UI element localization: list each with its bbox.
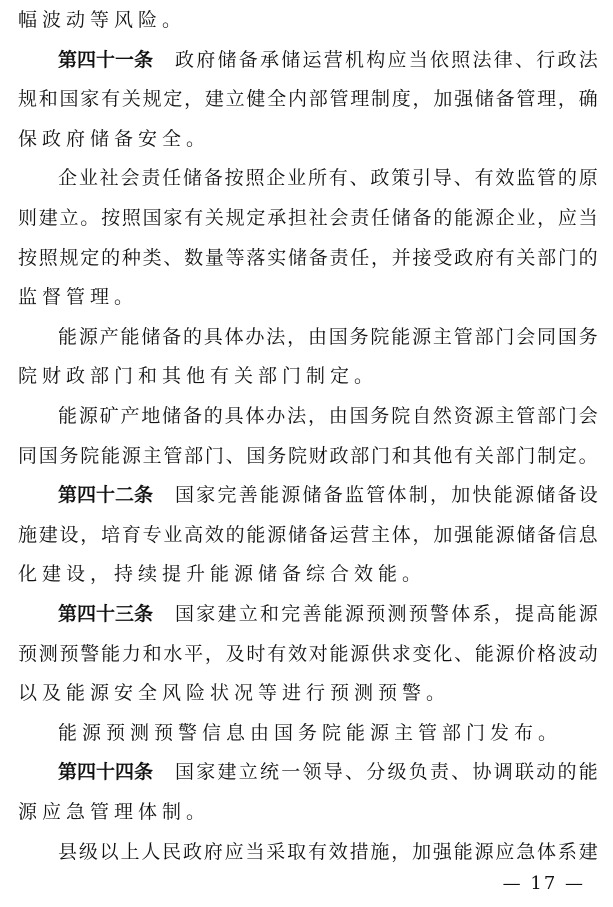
article-number: 第四十二条 [58,484,154,506]
text-line [18,84,598,114]
text-line [18,520,598,550]
line-text: 国 家 建 立 和 完 善 能 源 预 测 预 警 体 系 ， 提 高 能 源 [175,603,598,625]
text-line [18,678,598,708]
line-text: 则 建 立 。 按 照 国 家 有 关 规 定 承 担 社 会 责 任 储 备 的 能 源 企 业 ， 应 当 [18,207,598,229]
text-line [18,282,598,312]
line-text: 监督管理。 [18,286,139,308]
text-line [18,203,598,233]
line-text: 同 国 务 院 能 源 主 管 部 门 、 国 务 院 财 政 部 门 和 其 他 有 关 部 门 制 定 。 [18,445,598,467]
article-number: 第四十三条 [58,603,154,625]
text-line [18,559,598,589]
line-text: 幅波动等风险。 [18,9,187,31]
text-line [58,163,598,193]
text-line [18,441,598,471]
line-text: 源应急管理体制。 [18,801,211,823]
text-line [18,797,598,827]
line-text: 县 级 以 上 人 民 政 府 应 当 采 取 有 效 措 施 ， 加 强 能 源 应 急 体 系 建 [58,841,598,863]
article-number: 第四十一条 [58,49,154,71]
page-number: — 17 — [502,873,585,894]
line-text: 规 和 国 家 有 关 规 定 ， 建 立 健 全 内 部 管 理 制 度 ， 加 强 储 备 管 理 ， 确 [18,88,598,110]
line-text: 施 建 设 ， 培 育 专 业 高 效 的 能 源 储 备 运 营 主 体 ， 加 强 能 源 储 备 信 息 [18,524,598,546]
text-line [58,718,598,748]
text-line [58,599,598,629]
text-line [58,837,598,867]
text-line [18,243,598,273]
text-line [18,361,598,391]
text-line [58,322,598,352]
line-text: 企 业 社 会 责 任 储 备 按 照 企 业 所 有 、 政 策 引 导 、 有 效 监 管 的 原 [58,167,598,189]
line-text: 能 源 矿 产 地 储 备 的 具 体 办 法 ， 由 国 务 院 自 然 资 源 主 管 部 门 会 [58,405,598,427]
text-line [58,757,598,787]
text-line [58,45,598,75]
line-text: 政 府 储 备 承 储 运 营 机 构 应 当 依 照 法 律 、 行 政 法 [175,49,598,71]
text-line [18,639,598,669]
line-text: 预 测 预 警 能 力 和 水 平 ， 及 时 有 效 对 能 源 供 求 变 化 、 能 源 价 格 波 动 [18,643,598,665]
line-text: 院财政部门和其他有关部门制定。 [18,365,379,387]
line-text: 化建设，持续提升能源储备综合效能。 [18,563,427,585]
text-line [58,401,598,431]
article-number: 第四十四条 [58,761,154,783]
line-text: 以及能源安全风险状况等进行预测预警。 [18,682,451,704]
text-line [18,5,598,35]
line-text: 保政府储备安全。 [18,128,211,150]
text-line [18,124,598,154]
text-line [58,480,598,510]
line-text: 按 照 规 定 的 种 类 、 数 量 等 落 实 储 备 责 任 ， 并 接 受 政 府 有 关 部 门 的 [18,247,598,269]
line-text: 能源预测预警信息由国务院能源主管部门发布。 [58,722,563,744]
line-text: 国 家 建 立 统 一 领 导 、 分 级 负 责 、 协 调 联 动 的 能 [175,761,598,783]
line-text: 能 源 产 能 储 备 的 具 体 办 法 ， 由 国 务 院 能 源 主 管 部 门 会 同 国 务 [58,326,598,348]
line-text: 国 家 完 善 能 源 储 备 监 管 体 制 ， 加 快 能 源 储 备 设 [175,484,598,506]
